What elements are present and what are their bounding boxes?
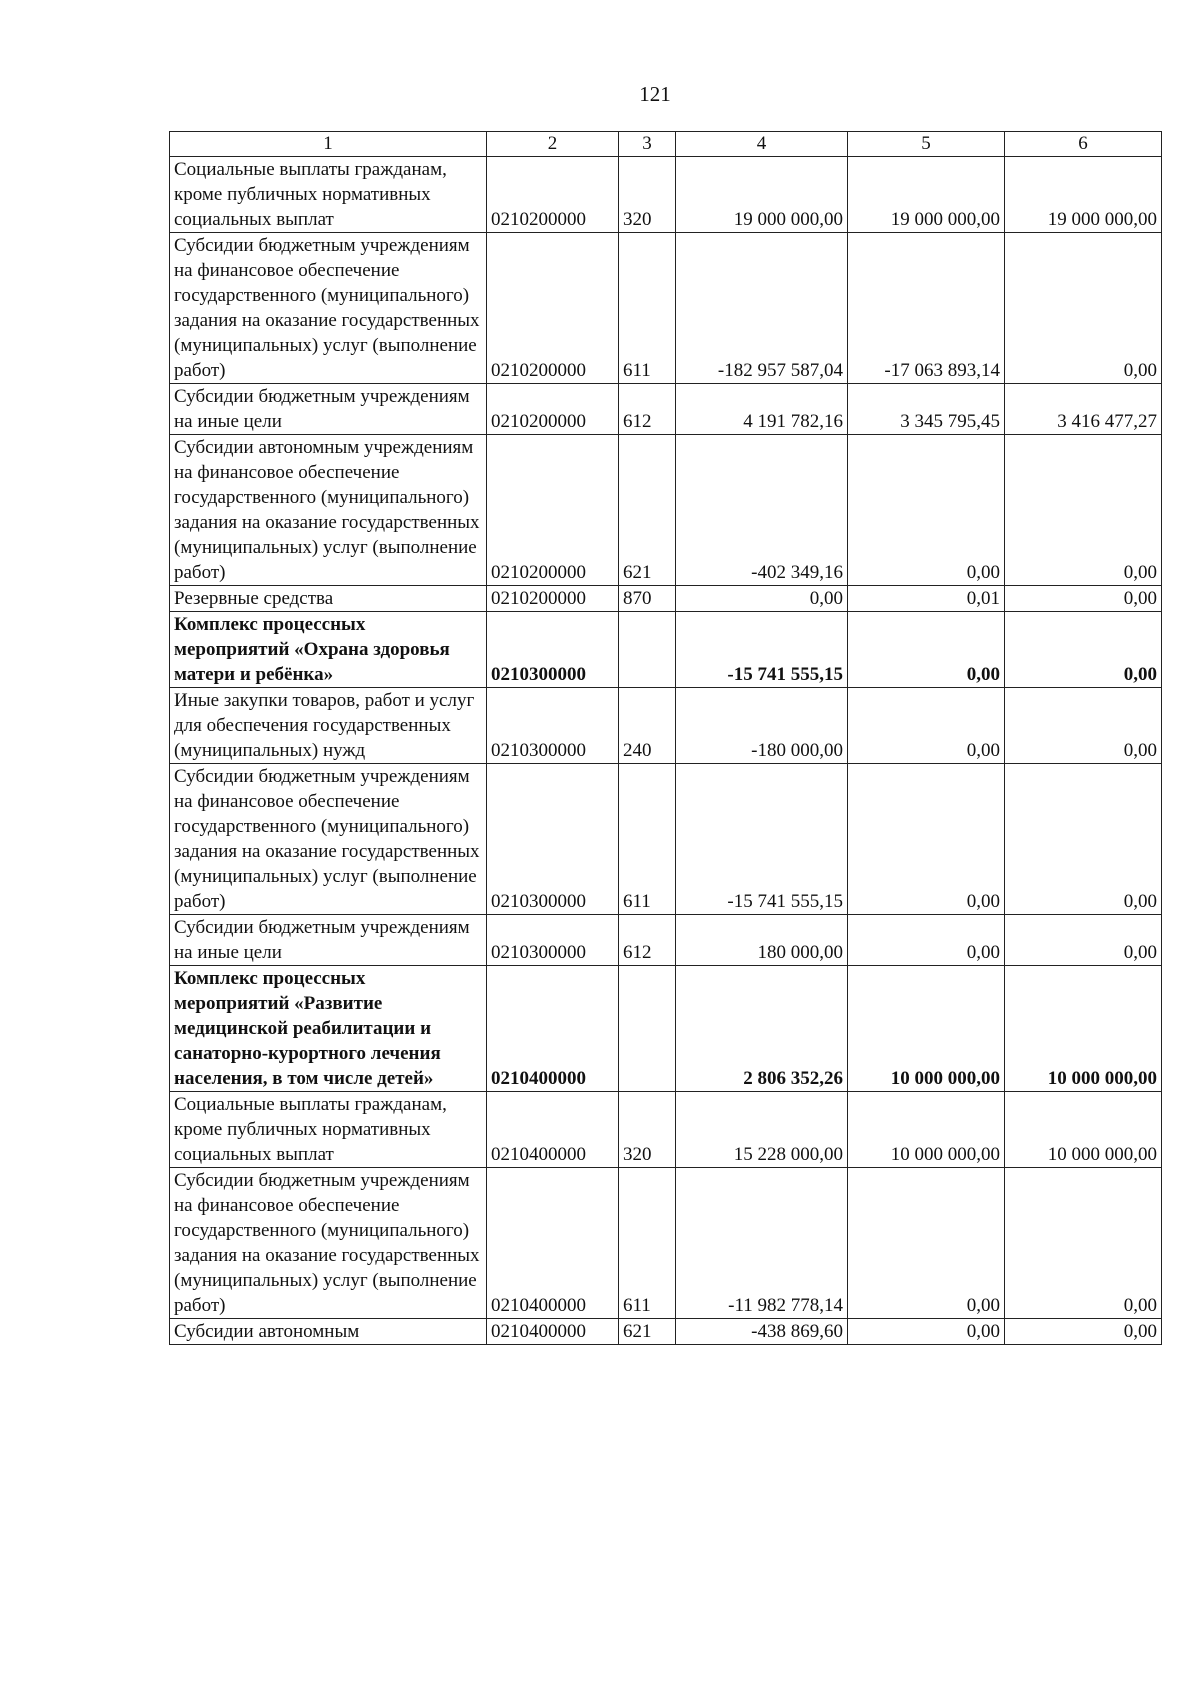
row-value-col4-cell: 2 806 352,26 [676,966,848,1092]
row-name-cell: Субсидии бюджетным учреждениям на финансовое обеспечение государственного (муниципального) задания на оказание государственных (муниципальных) услуг (выполнение работ) [170,764,487,915]
row-expense-type-cell: 612 [619,915,676,966]
row-value-col5-cell: 0,00 [848,764,1005,915]
row-value-col5-cell: 0,00 [848,612,1005,688]
row-name-cell: Иные закупки товаров, работ и услуг для обеспечения государственных (муниципальных) нужд [170,688,487,764]
table-row [170,384,1162,435]
row-value-col6-cell: 0,00 [1005,233,1162,384]
row-value-col6-cell: 0,00 [1005,612,1162,688]
row-value-col6-cell: 0,00 [1005,586,1162,612]
row-value-col4-cell: -182 957 587,04 [676,233,848,384]
row-code-cell: 0210300000 [487,612,619,688]
row-value-col6-cell: 10 000 000,00 [1005,1092,1162,1168]
row-value-col6-cell: 19 000 000,00 [1005,157,1162,233]
row-value-col5-cell: 0,00 [848,688,1005,764]
row-code-cell: 0210300000 [487,764,619,915]
table-row [170,612,1162,688]
row-value-col4-cell: -11 982 778,14 [676,1168,848,1319]
row-value-col6-cell: 10 000 000,00 [1005,966,1162,1092]
row-name-cell: Субсидии автономным [170,1319,487,1345]
row-code-cell: 0210200000 [487,157,619,233]
row-code-cell: 0210300000 [487,915,619,966]
row-expense-type-cell: 240 [619,688,676,764]
row-expense-type-cell: 612 [619,384,676,435]
table-row [170,1319,1162,1345]
row-value-col5-cell: 0,00 [848,1168,1005,1319]
row-value-col6-cell: 0,00 [1005,915,1162,966]
row-value-col6-cell: 0,00 [1005,1168,1162,1319]
row-name-cell: Резервные средства [170,586,487,612]
row-code-cell: 0210200000 [487,435,619,586]
row-value-col4-cell: -15 741 555,15 [676,764,848,915]
row-name-cell: Субсидии бюджетным учреждениям на финансовое обеспечение государственного (муниципального) задания на оказание государственных (муниципальных) услуг (выполнение работ) [170,233,487,384]
header-row [170,132,1162,157]
row-code-cell: 0210400000 [487,1092,619,1168]
row-expense-type-cell: 621 [619,435,676,586]
row-name-cell: Социальные выплаты гражданам, кроме публичных нормативных социальных выплат [170,1092,487,1168]
row-code-cell: 0210200000 [487,233,619,384]
row-value-col4-cell: 4 191 782,16 [676,384,848,435]
row-code-cell: 0210400000 [487,1168,619,1319]
row-value-col6-cell: 0,00 [1005,688,1162,764]
table-row [170,1092,1162,1168]
table-row [170,157,1162,233]
row-expense-type-cell: 611 [619,764,676,915]
row-value-col4-cell: 15 228 000,00 [676,1092,848,1168]
row-code-cell: 0210400000 [487,966,619,1092]
row-value-col4-cell: -180 000,00 [676,688,848,764]
row-value-col4-cell: 180 000,00 [676,915,848,966]
row-expense-type-cell: 611 [619,233,676,384]
row-name-cell: Субсидии автономным учреждениям на финансовое обеспечение государственного (муниципального) задания на оказание государственных (муниципальных) услуг (выполнение работ) [170,435,487,586]
row-value-col5-cell: 0,00 [848,435,1005,586]
row-name-cell: Комплекс процессных мероприятий «Охрана здоровья матери и ребёнка» [170,612,487,688]
row-expense-type-cell: 870 [619,586,676,612]
row-value-col6-cell: 0,00 [1005,435,1162,586]
row-value-col6-cell: 3 416 477,27 [1005,384,1162,435]
row-value-col5-cell: 0,00 [848,1319,1005,1345]
header-col-3: 3 [619,132,676,157]
row-value-col4-cell: -438 869,60 [676,1319,848,1345]
budget-table [169,131,1162,1345]
row-expense-type-cell [619,966,676,1092]
table-row [170,1168,1162,1319]
table-row [170,966,1162,1092]
row-value-col6-cell: 0,00 [1005,764,1162,915]
header-col-5: 5 [848,132,1005,157]
row-expense-type-cell [619,612,676,688]
row-expense-type-cell: 320 [619,157,676,233]
row-value-col5-cell: 0,00 [848,915,1005,966]
table-row [170,435,1162,586]
row-value-col5-cell: 0,01 [848,586,1005,612]
row-value-col6-cell: 0,00 [1005,1319,1162,1345]
row-name-cell: Субсидии бюджетным учреждениям на иные цели [170,915,487,966]
table-row [170,915,1162,966]
row-code-cell: 0210400000 [487,1319,619,1345]
row-expense-type-cell: 611 [619,1168,676,1319]
header-col-2: 2 [487,132,619,157]
header-col-1: 1 [170,132,487,157]
row-value-col5-cell: 19 000 000,00 [848,157,1005,233]
row-expense-type-cell: 320 [619,1092,676,1168]
row-value-col4-cell: -402 349,16 [676,435,848,586]
table-body [170,157,1162,1345]
row-name-cell: Субсидии бюджетным учреждениям на финансовое обеспечение государственного (муниципального) задания на оказание государственных (муниципальных) услуг (выполнение работ) [170,1168,487,1319]
header-col-4: 4 [676,132,848,157]
page-number: 121 [639,82,671,106]
row-value-col4-cell: 19 000 000,00 [676,157,848,233]
table-row [170,233,1162,384]
row-code-cell: 0210200000 [487,384,619,435]
row-value-col4-cell: -15 741 555,15 [676,612,848,688]
table-row [170,764,1162,915]
row-name-cell: Комплекс процессных мероприятий «Развитие медицинской реабилитации и санаторно-курортного лечения населения, в том числе детей» [170,966,487,1092]
row-value-col4-cell: 0,00 [676,586,848,612]
row-code-cell: 0210300000 [487,688,619,764]
row-value-col5-cell: 10 000 000,00 [848,966,1005,1092]
row-name-cell: Субсидии бюджетным учреждениям на иные цели [170,384,487,435]
row-value-col5-cell: -17 063 893,14 [848,233,1005,384]
row-expense-type-cell: 621 [619,1319,676,1345]
row-name-cell: Социальные выплаты гражданам, кроме публичных нормативных социальных выплат [170,157,487,233]
row-code-cell: 0210200000 [487,586,619,612]
row-value-col5-cell: 3 345 795,45 [848,384,1005,435]
header-col-6: 6 [1005,132,1162,157]
table-row [170,586,1162,612]
table-row [170,688,1162,764]
row-value-col5-cell: 10 000 000,00 [848,1092,1005,1168]
